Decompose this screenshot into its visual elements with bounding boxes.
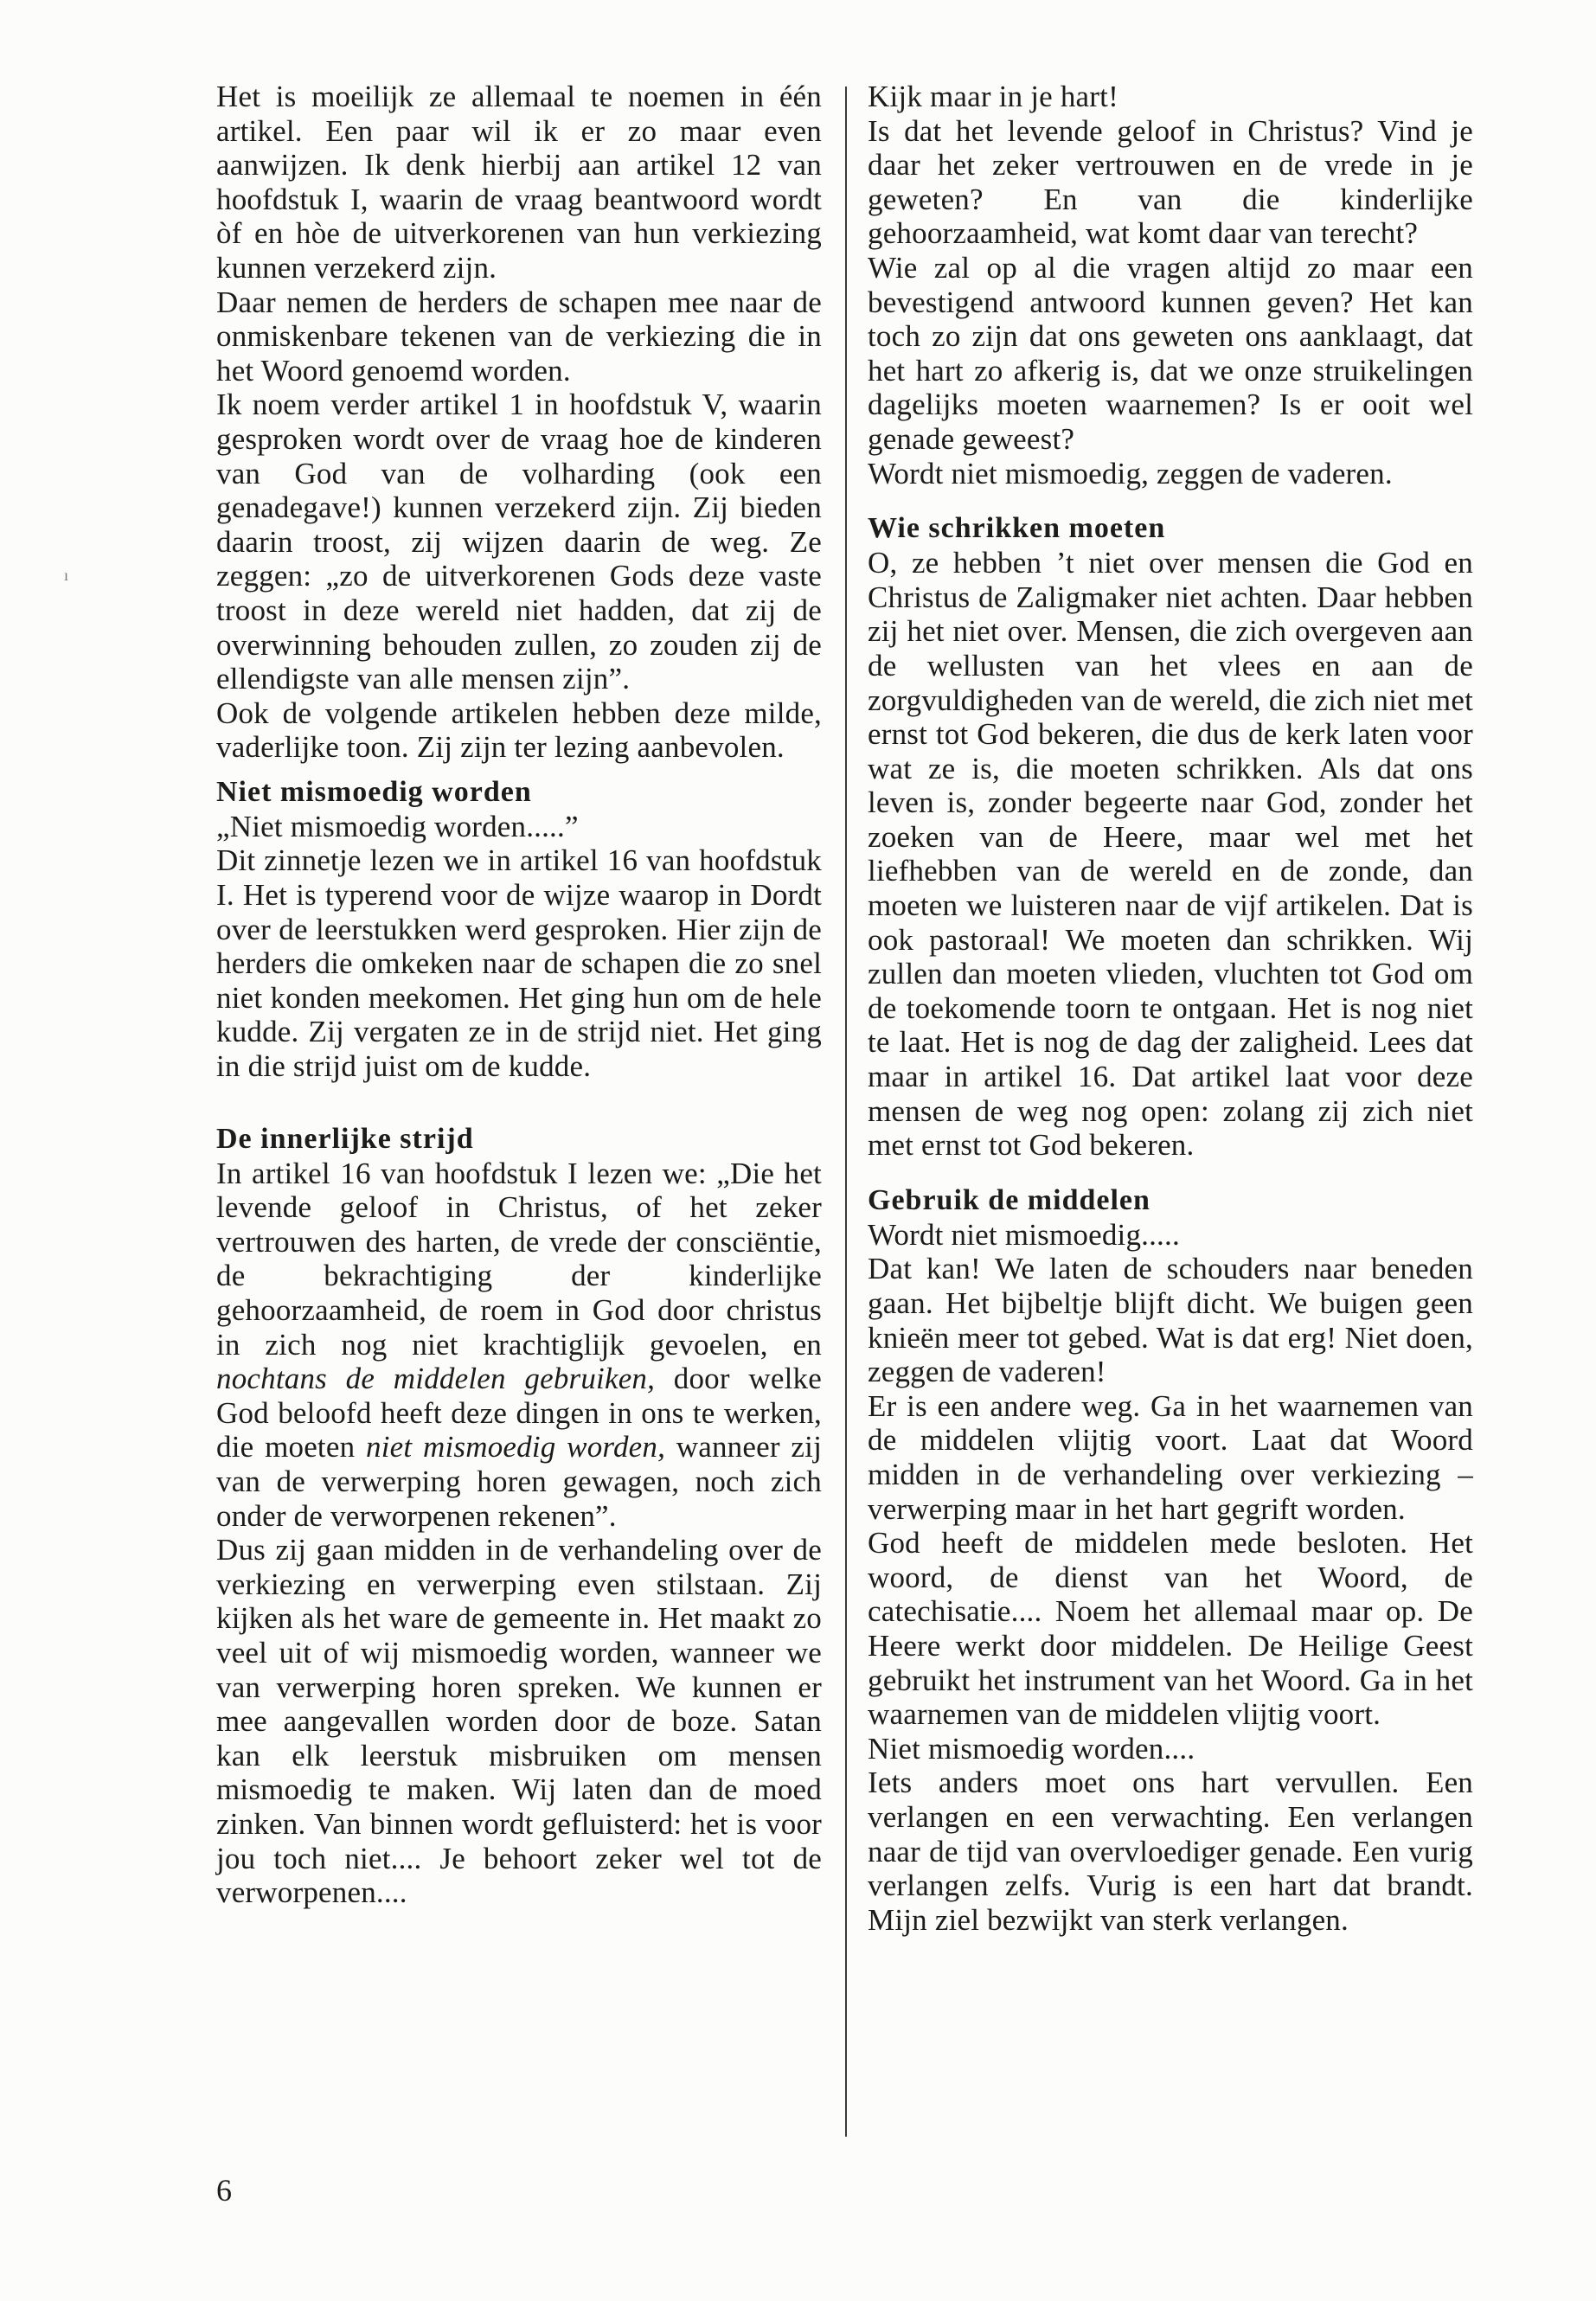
paragraph: Is dat het levende geloof in Christus? Vind je daar het zeker vertrouwen en de vrede in je geweten? En van die kinderlijke gehoorzaamheid, wat komt daar van terecht? [868,113,1473,251]
paragraph: Wie zal op al die vragen altijd zo maar een bevestigend antwoord kunnen geven? Het kan toch zo zijn dat ons geweten ons aanklaagt, dat het hart zo afkerig is, dat we onze struikelingen dagelijks moeten waarnemen? Is er ooit wel genade geweest? [868,250,1473,456]
right-column [868,80,1473,1937]
left-column [216,80,822,1910]
paragraph: Iets anders moet ons hart vervullen. Een verlangen en een verwachting. Een verlangen naar de tijd van overvloediger genade. Een vurig verlangen zelfs. Vurig is een hart dat brandt. Mijn ziel bezwijkt van sterk verlangen. [868,1766,1473,1937]
paragraph: Wordt niet mismoedig..... [868,1217,1180,1252]
paragraph: Ook de volgende artikelen hebben deze milde, vaderlijke toon. Zij zijn ter lezing aanbevolen. [216,695,822,765]
paragraph: O, ze hebben ’t niet over mensen die God en Christus de Zaligmaker niet achten. Daar hebben zij het niet over. Mensen, die zich overgeven aan de wellusten van het vlees en aan de zorgvuldigheden van de wereld, die zich niet met ernst tot God bekeren, die dus de kerk laten voor wat ze is, die moeten schrikken. Als dat ons leven is, zonder begeerte naar God, zonder het zoeken van de Heere, maar wel met het liefhebben van de wereld en de zonde, dan moeten we luisteren naar de vijf artikelen. Dat is ook pastoraal! We moeten dan schrikken. Wij zullen dan moeten vlieden, vluchten tot God om de toekomende toorn te ontgaan. Het is nog niet te laat. Het is nog de dag der zaligheid. Lees dat maar in artikel 16. Dat artikel laat voor deze mensen de weg nog open: zolang zij zich niet met ernst tot God bekeren. [868,546,1473,1163]
paragraph: Wordt niet mismoedig, zeggen de vaderen. [868,456,1393,490]
paragraph: „Niet mismoedig worden.....” [216,809,579,843]
quote-text: door welke God beloofd heeft deze dingen in ons te werken, die moeten [216,1362,822,1465]
column-divider [845,87,847,2137]
paragraph: Dus zij gaan midden in de verhandeling over de verkiezing en verwerping even stilstaan. Zij kijken als het ware de gemeente in. Het maakt zo veel uit of wij mismoedig worden, wanneer we van verwerping horen spreken. We kunnen er mee aangevallen worden door de boze. Satan kan elk leerstuk misbruiken om mensen mismoedig te maken. Wij laten dan de moed zinken. Van binnen wordt gefluisterd: het is voor jou toch niet.... Je behoort zeker wel tot de verworpenen.... [216,1533,822,1910]
page-number: 6 [216,2173,232,2208]
paragraph: Het is moeilijk ze allemaal te noemen in één artikel. Een paar wil ik er zo maar even aanwijzen. Ik denk hierbij aan artikel 12 van hoofdstuk I, waarin de vraag beantwoord wordt òf en hòe de uitverkorenen van hun verkiezing kunnen verzekerd zijn. [216,80,822,285]
paragraph: God heeft de middelen mede besloten. Het woord, de dienst van het Woord, de catechisatie.... Noem het allemaal maar op. De Heere werkt door middelen. De Heilige Geest gebruikt het instrument van het Woord. Ga in het waarnemen van de middelen vlijtig voort. [868,1526,1473,1732]
paragraph: Dit zinnetje lezen we in artikel 16 van hoofdstuk I. Het is typerend voor de wijze waarop in Dordt over de leerstukken werd gesproken. Hier zijn de herders die omkeken naar de schapen die zo snel niet konden meekomen. Het ging hun om de hele kudde. Zij vergaten ze in de strijd niet. Het ging in die strijd juist om de kudde. [216,843,822,1084]
paragraph: Er is een andere weg. Ga in het waarnemen van de middelen vlijtig voort. Laat dat Woord midden in de verhandeling over verkiezing – verwerping maar in het hart gegrift worden. [868,1388,1473,1526]
paragraph: Ik noem verder artikel 1 in hoofdstuk V, waarin gesproken wordt over de vraag hoe de kinderen van God van de volharding (ook een genadegave!) kunnen verzekerd zijn. Zij bieden daarin troost, zij wijzen daarin de weg. Ze zeggen: „zo de uitverkorenen Gods deze vaste troost in deze wereld niet hadden, dat zij de overwinning behouden zullen, zo zouden zij de ellendigste van alle mensen zijn”. [216,388,822,696]
section-heading: Gebruik de middelen [868,1183,1151,1216]
margin-mark: ı [64,567,69,584]
paragraph: Daar nemen de herders de schapen mee naar de onmiskenbare tekenen van de verkiezing die in het Woord genoemd worden. [216,285,822,388]
paragraph: Dat kan! We laten de schouders naar beneden gaan. Het bijbeltje blijft dicht. We buigen geen knieën meer tot gebed. Wat is dat erg! Niet doen, zeggen de vaderen! [868,1252,1473,1389]
paragraph: Kijk maar in je hart! [868,80,1118,113]
emphasis-text: niet mismoedig worden, [366,1430,666,1465]
section-heading: De innerlijke strijd [216,1122,474,1155]
quote-text: In artikel 16 van hoofdstuk I lezen we: „Die het levende geloof in Christus, of het zeker vertrouwen des harten, de vrede der consciëntie, de bekrachtiging der kinderlijke gehoorzaamheid, de roem in God door christus in zich nog niet krachtiglijk gevoelen, en [216,1156,822,1362]
emphasis-text: nochtans de middelen gebruiken, [216,1362,656,1396]
section-heading: Wie schrikken moeten [868,512,1166,545]
paragraph: Niet mismoedig worden.... [868,1731,1195,1766]
quote-text: wanneer zij van de verwerping horen gewagen, noch zich onder de verworpenen rekenen”. [216,1430,822,1533]
section-heading: Niet mismoedig worden [216,775,532,808]
quote-paragraph [216,1157,822,1534]
